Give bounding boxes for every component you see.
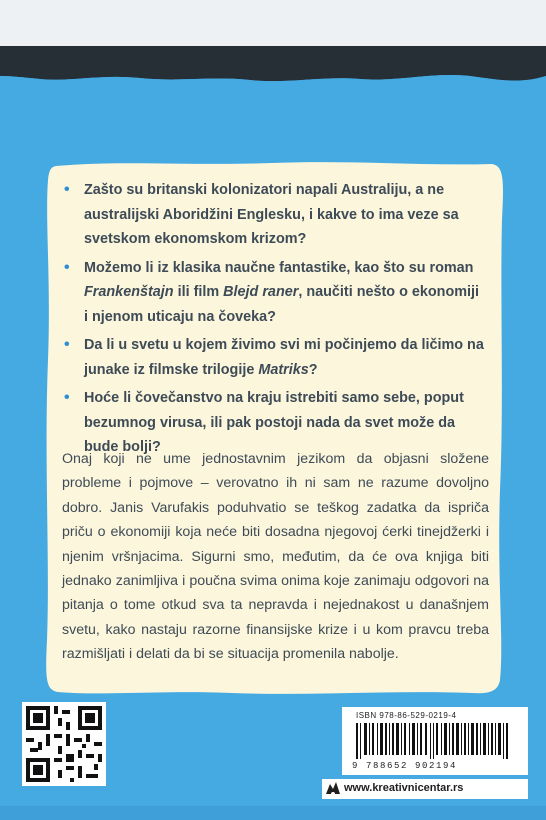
isbn-number: ISBN 978-86-529-0219-4: [356, 711, 457, 720]
dark-wavy-stripe: [0, 46, 546, 106]
film-title: Blejd raner: [223, 284, 299, 300]
question-text: Hoće li čovečanstvo na kraju istrebiti samo sebe, poput bezumnog virusa, ili pak postoji nada da svet može da bude bolji?: [84, 390, 464, 455]
publisher-website[interactable]: www.kreativnicentar.rs: [344, 782, 464, 794]
trilogy-title: Matriks: [258, 361, 309, 378]
barcode-digits: 9 788652 902194: [352, 761, 458, 771]
question-text: ili film: [173, 284, 224, 300]
question-list: [64, 178, 484, 464]
page-margin: [0, 0, 546, 46]
question-text: Zašto su britanski kolonizatori napali Australiju, a ne australijski Aboridžini Englesku, i kakve to ima veze sa svetskom ekonomskom krizom?: [84, 182, 459, 247]
question-text: , naučiti nešto o ekonomiji i njenom uticaju na čoveka?: [84, 284, 480, 325]
list-item: [64, 333, 484, 382]
qr-code[interactable]: [22, 702, 106, 786]
bullet-icon: •: [64, 389, 70, 406]
bullet-icon: •: [64, 181, 70, 198]
book-description: Onaj koji ne ume jednostavnim jezikom da objasni složene probleme i pojmove – verovatno ih ni sam ne razume dovoljno dobro. Janis Varufakis poduhvatio se teškog zadatka da ispriča priču o ekonomiji koja neće biti dosadna njegovoj ćerki tinejdžerki i njenim vršnjacima. Sigurni smo, međutim, da će ova knjiga biti jednako zanimljiva i poučna svima onima koje zanimaju odgovori na pitanja o tome otkud sva ta nepravda i nejednakost u današnjem svetu, kako nastaju razorne finansijske krize i u kom pravcu treba razmišljati i delati da bi se situacija promenila nabolje.: [62, 451, 489, 663]
bottom-edge: [0, 806, 546, 820]
list-item: [64, 178, 484, 252]
question-text: Da li u svetu u kojem živimo svi mi počinjemo da ličimo na junake iz filmske trilogije: [84, 337, 484, 378]
question-text: Možemo li iz klasika naučne fantastike, kao što su roman: [84, 259, 474, 276]
novel-title: Frankenštajn: [84, 284, 174, 300]
bullet-icon: •: [64, 336, 70, 353]
barcode: [356, 723, 516, 759]
bullet-icon: •: [64, 258, 70, 276]
publisher-logo-icon: [324, 780, 342, 798]
question-text: ?: [308, 361, 318, 378]
list-item: [64, 256, 484, 330]
